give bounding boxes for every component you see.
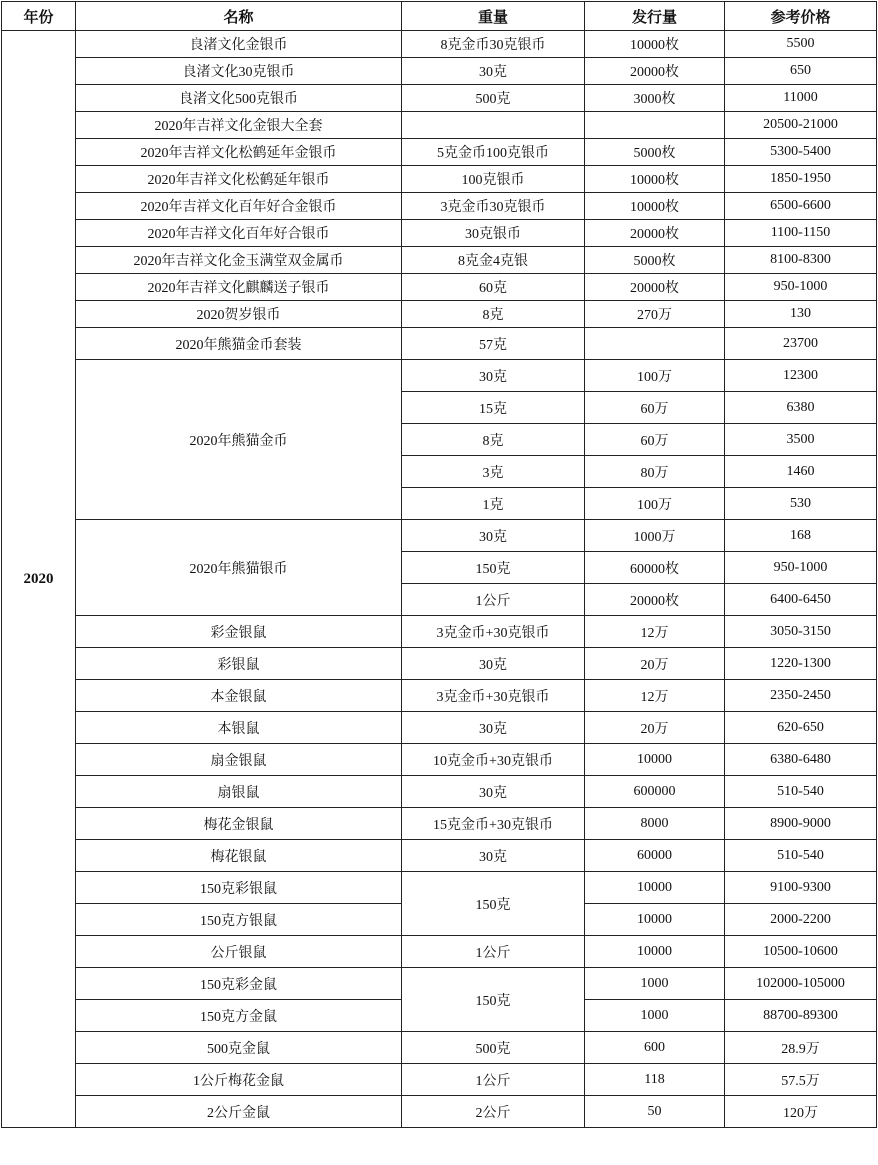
name-cell: 扇银鼠 xyxy=(76,776,402,808)
weight-cell: 1公斤 xyxy=(402,1064,585,1096)
price-cell: 23700 xyxy=(725,328,877,360)
circulation-cell: 10000 xyxy=(585,936,725,968)
price-cell: 12300 xyxy=(725,360,877,392)
circulation-cell: 12万 xyxy=(585,616,725,648)
weight-cell: 150克 xyxy=(402,872,585,936)
weight-cell: 30克银币 xyxy=(402,220,585,247)
header-row xyxy=(2,2,877,31)
name-cell: 梅花银鼠 xyxy=(76,840,402,872)
table-row xyxy=(2,112,877,139)
name-cell: 2020年熊猫金币 xyxy=(76,360,402,520)
table-row xyxy=(2,648,877,680)
weight-cell: 8克 xyxy=(402,424,585,456)
price-cell: 6400-6450 xyxy=(725,584,877,616)
price-cell: 950-1000 xyxy=(725,552,877,584)
name-cell: 2020年吉祥文化松鹤延年金银币 xyxy=(76,139,402,166)
name-cell: 1公斤梅花金鼠 xyxy=(76,1064,402,1096)
circulation-cell: 10000枚 xyxy=(585,193,725,220)
table-row xyxy=(2,166,877,193)
circulation-cell: 5000枚 xyxy=(585,247,725,274)
weight-cell: 30克 xyxy=(402,776,585,808)
price-cell: 620-650 xyxy=(725,712,877,744)
circulation-cell: 10000 xyxy=(585,744,725,776)
price-cell: 3050-3150 xyxy=(725,616,877,648)
name-cell: 2公斤金鼠 xyxy=(76,1096,402,1128)
header-price: 参考价格 xyxy=(725,2,877,31)
circulation-cell: 20万 xyxy=(585,648,725,680)
name-cell: 2020年吉祥文化松鹤延年银币 xyxy=(76,166,402,193)
table-row xyxy=(2,360,877,392)
name-cell: 良渚文化30克银币 xyxy=(76,58,402,85)
name-cell: 本金银鼠 xyxy=(76,680,402,712)
weight-cell: 3克金币+30克银币 xyxy=(402,616,585,648)
weight-cell: 1公斤 xyxy=(402,584,585,616)
name-cell: 150克方金鼠 xyxy=(76,1000,402,1032)
circulation-cell xyxy=(585,112,725,139)
table-row xyxy=(2,1096,877,1128)
weight-cell xyxy=(402,112,585,139)
price-cell: 5300-5400 xyxy=(725,139,877,166)
table-row xyxy=(2,328,877,360)
table-row xyxy=(2,840,877,872)
name-cell: 彩银鼠 xyxy=(76,648,402,680)
weight-cell: 150克 xyxy=(402,552,585,584)
name-cell: 2020年吉祥文化百年好合银币 xyxy=(76,220,402,247)
name-cell: 150克彩金鼠 xyxy=(76,968,402,1000)
weight-cell: 30克 xyxy=(402,58,585,85)
circulation-cell: 8000 xyxy=(585,808,725,840)
name-cell: 2020年吉祥文化百年好合金银币 xyxy=(76,193,402,220)
price-cell: 120万 xyxy=(725,1096,877,1128)
circulation-cell: 10000枚 xyxy=(585,31,725,58)
weight-cell: 8克 xyxy=(402,301,585,328)
table-row xyxy=(2,808,877,840)
table-row xyxy=(2,301,877,328)
year-cell: 2020 xyxy=(2,31,76,1128)
weight-cell: 15克金币+30克银币 xyxy=(402,808,585,840)
price-cell: 6380-6480 xyxy=(725,744,877,776)
circulation-cell: 270万 xyxy=(585,301,725,328)
price-cell: 3500 xyxy=(725,424,877,456)
price-cell: 1460 xyxy=(725,456,877,488)
table-row xyxy=(2,968,877,1000)
circulation-cell: 1000 xyxy=(585,1000,725,1032)
weight-cell: 1克 xyxy=(402,488,585,520)
name-cell: 良渚文化金银币 xyxy=(76,31,402,58)
table-row xyxy=(2,58,877,85)
price-cell: 6500-6600 xyxy=(725,193,877,220)
name-cell: 扇金银鼠 xyxy=(76,744,402,776)
name-cell: 2020年吉祥文化金玉满堂双金属币 xyxy=(76,247,402,274)
circulation-cell: 1000 xyxy=(585,968,725,1000)
price-cell: 1100-1150 xyxy=(725,220,877,247)
price-cell: 950-1000 xyxy=(725,274,877,301)
circulation-cell: 20000枚 xyxy=(585,58,725,85)
weight-cell: 30克 xyxy=(402,360,585,392)
circulation-cell xyxy=(585,328,725,360)
table-row xyxy=(2,274,877,301)
price-cell: 1850-1950 xyxy=(725,166,877,193)
weight-cell: 60克 xyxy=(402,274,585,301)
name-cell: 梅花金银鼠 xyxy=(76,808,402,840)
circulation-cell: 20000枚 xyxy=(585,220,725,247)
table-row xyxy=(2,247,877,274)
name-cell: 2020年熊猫银币 xyxy=(76,520,402,616)
price-cell: 6380 xyxy=(725,392,877,424)
circulation-cell: 5000枚 xyxy=(585,139,725,166)
name-cell: 2020贺岁银币 xyxy=(76,301,402,328)
name-cell: 150克彩银鼠 xyxy=(76,872,402,904)
circulation-cell: 60万 xyxy=(585,392,725,424)
price-cell: 510-540 xyxy=(725,840,877,872)
price-cell: 102000-105000 xyxy=(725,968,877,1000)
price-cell: 28.9万 xyxy=(725,1032,877,1064)
table-row xyxy=(2,520,877,552)
weight-cell: 15克 xyxy=(402,392,585,424)
name-cell: 良渚文化500克银币 xyxy=(76,85,402,112)
weight-cell: 100克银币 xyxy=(402,166,585,193)
price-cell: 2350-2450 xyxy=(725,680,877,712)
weight-cell: 30克 xyxy=(402,712,585,744)
circulation-cell: 12万 xyxy=(585,680,725,712)
circulation-cell: 60万 xyxy=(585,424,725,456)
circulation-cell: 3000枚 xyxy=(585,85,725,112)
table-body xyxy=(2,31,877,1128)
name-cell: 本银鼠 xyxy=(76,712,402,744)
header-year: 年份 xyxy=(2,2,76,31)
weight-cell: 150克 xyxy=(402,968,585,1032)
price-cell: 57.5万 xyxy=(725,1064,877,1096)
table-row xyxy=(2,872,877,904)
name-cell: 500克金鼠 xyxy=(76,1032,402,1064)
circulation-cell: 600000 xyxy=(585,776,725,808)
weight-cell: 10克金币+30克银币 xyxy=(402,744,585,776)
price-cell: 510-540 xyxy=(725,776,877,808)
header-weight: 重量 xyxy=(402,2,585,31)
table-row xyxy=(2,776,877,808)
circulation-cell: 60000枚 xyxy=(585,552,725,584)
weight-cell: 1公斤 xyxy=(402,936,585,968)
weight-cell: 30克 xyxy=(402,648,585,680)
circulation-cell: 80万 xyxy=(585,456,725,488)
circulation-cell: 20000枚 xyxy=(585,274,725,301)
table-row xyxy=(2,31,877,58)
weight-cell: 500克 xyxy=(402,85,585,112)
name-cell: 2020年吉祥文化麒麟送子银币 xyxy=(76,274,402,301)
weight-cell: 5克金币100克银币 xyxy=(402,139,585,166)
circulation-cell: 100万 xyxy=(585,360,725,392)
price-cell: 8100-8300 xyxy=(725,247,877,274)
table-row xyxy=(2,744,877,776)
circulation-cell: 118 xyxy=(585,1064,725,1096)
circulation-cell: 600 xyxy=(585,1032,725,1064)
weight-cell: 2公斤 xyxy=(402,1096,585,1128)
table-row xyxy=(2,616,877,648)
name-cell: 2020年熊猫金币套装 xyxy=(76,328,402,360)
price-cell: 650 xyxy=(725,58,877,85)
name-cell: 公斤银鼠 xyxy=(76,936,402,968)
circulation-cell: 10000枚 xyxy=(585,166,725,193)
price-cell: 10500-10600 xyxy=(725,936,877,968)
price-cell: 88700-89300 xyxy=(725,1000,877,1032)
circulation-cell: 1000万 xyxy=(585,520,725,552)
weight-cell: 500克 xyxy=(402,1032,585,1064)
table-row xyxy=(2,1032,877,1064)
name-cell: 彩金银鼠 xyxy=(76,616,402,648)
price-cell: 8900-9000 xyxy=(725,808,877,840)
table-row xyxy=(2,85,877,112)
table-row xyxy=(2,936,877,968)
weight-cell: 8克金币30克银币 xyxy=(402,31,585,58)
circulation-cell: 60000 xyxy=(585,840,725,872)
weight-cell: 3克 xyxy=(402,456,585,488)
price-cell: 130 xyxy=(725,301,877,328)
table-row xyxy=(2,680,877,712)
weight-cell: 3克金币30克银币 xyxy=(402,193,585,220)
price-cell: 9100-9300 xyxy=(725,872,877,904)
name-cell: 2020年吉祥文化金银大全套 xyxy=(76,112,402,139)
circulation-cell: 20000枚 xyxy=(585,584,725,616)
price-cell: 2000-2200 xyxy=(725,904,877,936)
price-cell: 168 xyxy=(725,520,877,552)
weight-cell: 30克 xyxy=(402,520,585,552)
weight-cell: 8克金4克银 xyxy=(402,247,585,274)
price-cell: 11000 xyxy=(725,85,877,112)
table-row xyxy=(2,139,877,166)
weight-cell: 57克 xyxy=(402,328,585,360)
price-cell: 20500-21000 xyxy=(725,112,877,139)
weight-cell: 3克金币+30克银币 xyxy=(402,680,585,712)
coin-price-table xyxy=(1,1,877,1128)
header-circulation: 发行量 xyxy=(585,2,725,31)
price-cell: 1220-1300 xyxy=(725,648,877,680)
table-row xyxy=(2,712,877,744)
table-row xyxy=(2,220,877,247)
table-row xyxy=(2,1064,877,1096)
circulation-cell: 20万 xyxy=(585,712,725,744)
weight-cell: 30克 xyxy=(402,840,585,872)
circulation-cell: 100万 xyxy=(585,488,725,520)
price-cell: 530 xyxy=(725,488,877,520)
name-cell: 150克方银鼠 xyxy=(76,904,402,936)
header-name: 名称 xyxy=(76,2,402,31)
circulation-cell: 10000 xyxy=(585,904,725,936)
table-row xyxy=(2,193,877,220)
circulation-cell: 50 xyxy=(585,1096,725,1128)
circulation-cell: 10000 xyxy=(585,872,725,904)
price-cell: 5500 xyxy=(725,31,877,58)
